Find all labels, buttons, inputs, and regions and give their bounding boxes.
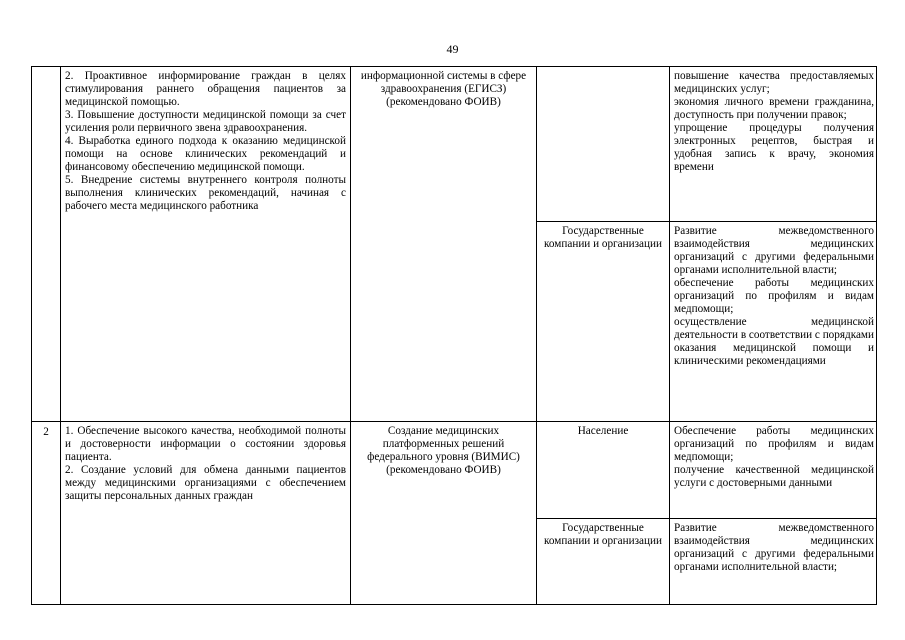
effect-item: упрощение процедуры получения электронных рецептов, быстрая и удобная запись к врачу, экономия времени [674, 122, 874, 173]
effects-cell [670, 422, 877, 519]
goal-item: 5. Внедрение системы внутреннего контроля полноты выполнения клинических рекомендаций, начиная с рабочего места медицинского работника [65, 174, 346, 212]
table-row [32, 422, 877, 519]
goal-item: 2. Проактивное информирование граждан в целях стимулирования раннего обращения пациентов за медицинской помощью. [65, 70, 346, 108]
group-cell: Население [537, 422, 670, 519]
effect-item: обеспечение работы медицинских организаций по профилям и видам медпомощи; [674, 277, 874, 315]
effect-item: повышение качества предоставляемых медицинских услуг; [674, 70, 874, 95]
system-cell: Создание медицинских платформенных решений федерального уровня (ВИМИС) (рекомендовано ФОИВ) [351, 422, 537, 605]
system-cell: информационной системы в сфере здравоохранения (ЕГИСЗ) (рекомендовано ФОИВ) [351, 67, 537, 422]
goals-cell [61, 67, 351, 422]
effects-cell [670, 222, 877, 422]
goal-item: 2. Создание условий для обмена данными пациентов между медицинскими организациями с обеспечением защиты персональных данных граждан [65, 464, 346, 502]
row-number-cell: 2 [32, 422, 61, 605]
effect-item: осуществление медицинской деятельности в соответствии с порядками оказания медицинской помощи и клиническими рекомендациями [674, 316, 875, 367]
effect-item: Развитие межведомственного взаимодействия медицинских организаций с другими федеральными органами исполнительной власти; [674, 522, 874, 573]
group-cell [537, 67, 670, 222]
effect-item: экономия личного времени гражданина, доступность при получении правок; [674, 96, 874, 121]
group-cell: Государственные компании и организации [537, 222, 670, 422]
page-number: 49 [446, 42, 459, 56]
row-number-cell [32, 67, 61, 422]
effect-item: получение качественной медицинской услуги с достоверными данными [674, 464, 874, 489]
effects-cell [670, 67, 877, 222]
effect-item: Развитие межведомственного взаимодействия медицинских организаций с другими федеральными органами исполнительной власти; [674, 225, 874, 276]
goals-cell [61, 422, 351, 605]
table-row [32, 67, 877, 222]
group-cell: Государственные компании и организации [537, 519, 670, 605]
measures-table [31, 66, 877, 605]
goal-item: 1. Обеспечение высокого качества, необходимой полноты и достоверности информации о состоянии здоровья пациента. [65, 425, 346, 463]
effect-item: Обеспечение работы медицинских организаций по профилям и видам медпомощи; [674, 425, 874, 463]
effects-cell [670, 519, 877, 605]
goal-item: 3. Повышение доступности медицинской помощи за счет усиления роли первичного звена здравоохранения. [65, 109, 346, 134]
goal-item: 4. Выработка единого подхода к оказанию медицинской помощи на основе клинических рекомендаций и финансовому обеспечению медицинской помощи. [65, 135, 346, 173]
